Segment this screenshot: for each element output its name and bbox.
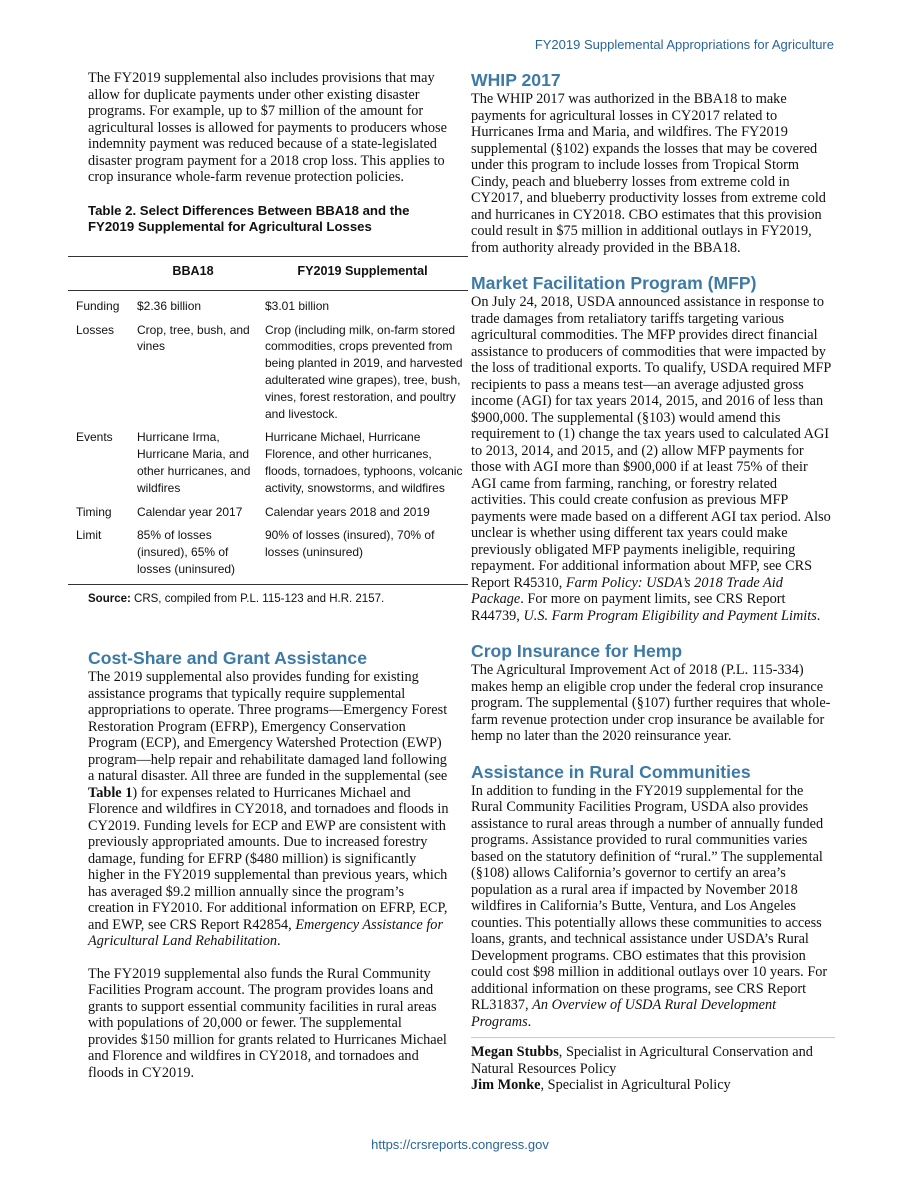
- row-label: Timing: [76, 504, 112, 519]
- bba18-cell: $2.36 billion: [137, 298, 202, 313]
- bba18-cell: Calendar year 2017: [137, 504, 243, 519]
- text-run: . For more on payment limits, see CRS Report R44739,: [471, 591, 786, 624]
- fy2019-cell: 90% of losses (insured), 70% of losses (uninsured): [257, 520, 468, 584]
- whip-paragraph: The WHIP 2017 was authorized in the BBA18 to make payments for agricultural losses in CY2017 related to Hurricanes Irma and Maria, and wildfires. The FY2019 supplemental (§102) expands the losses that may be covered under this program to include losses from Tropical Storm Cindy, peach and blueberry losses from extreme cold in CY2017, and blueberry productivity losses from extreme cold and hurricanes in CY2018. CBO estimates that this provision could result in $75 million in additional outlays in FY2019, from authority already provided in the BBA18.: [471, 91, 826, 256]
- table-row: [68, 520, 468, 584]
- fy2019-cell: Calendar years 2018 and 2019: [265, 504, 430, 519]
- bba18-cell: 85% of losses (insured), 65% of losses (uninsured): [129, 520, 257, 584]
- row-label: Events: [76, 430, 113, 445]
- cost-share-section: [88, 648, 451, 1081]
- left-column: [88, 70, 451, 235]
- table-row: [68, 315, 468, 423]
- table-header-row: [68, 257, 468, 291]
- section-heading-rural: Assistance in Rural Communities: [471, 761, 751, 782]
- section-heading-mfp: Market Facilitation Program (MFP): [471, 273, 757, 293]
- comparison-table: [68, 256, 468, 585]
- text-run: In addition to funding in the FY2019 supplemental for the Rural Community Facilities Program, USDA also provides assistance to rural areas through a number of annually funded programs. Assistance provided to rural communities varies based on the statutory definition of “rural.” The supplemental (§108) allows California’s governor to certify an area’s population as a rural area if impacted by November 2018 wildfires in California’s Butte, Ventura, and Los Angeles counties. This potentially allows these communities to access loans, grants, and technical assistance under USDA’s Rural Development programs. CBO estimates that this provision could cost $98 million in additional outlays over 10 years. For additional information on these programs, see CRS Report RL31837,: [471, 782, 828, 1013]
- row-label: Limit: [68, 520, 129, 584]
- text-run: The 2019 supplemental also provides funding for existing assistance programs that typically require supplemental appropriations to operate. Three programs—Emergency Forest Restoration Program (EFRP), Emergency Conservation Program (ECP), and Emergency Watershed Protection (EWP) program—help repair and rehabilitate damaged land following a natural disaster. All three are funded in the supplemental (see: [88, 669, 448, 784]
- section-heading-whip: WHIP 2017: [471, 70, 561, 90]
- footer-url-link[interactable]: https://crsreports.congress.gov: [371, 1137, 549, 1152]
- comparison-table-block: [68, 256, 468, 608]
- hemp-paragraph: The Agricultural Improvement Act of 2018 (P.L. 115-334) makes hemp an eligible crop under the federal crop insurance program. The supplemental (§107) further requires that whole-farm revenue protection under crop insurance be available for hemp no later than the 2020 reinsurance year.: [471, 662, 831, 744]
- text-run: .: [816, 607, 821, 624]
- table-row: [68, 497, 468, 521]
- table-header-cell: BBA18: [129, 257, 257, 291]
- table-caption: Table 2. Select Differences Between BBA18 and the FY2019 Supplemental for Agricultural Losses: [88, 202, 410, 234]
- cost-share-paragraph-1: [88, 669, 451, 950]
- source-label: Source:: [88, 592, 131, 605]
- bba18-cell: Crop, tree, bush, and vines: [137, 322, 250, 354]
- text-run: On July 24, 2018, USDA announced assistance in response to trade damages from retaliatory tariffs targeting various agricultural commodities. The MFP provides direct financial assistance to producers of commodities that were impacted by the loss of traditional exports. To qualify, USDA required MFP recipients to pass a means test—an average adjusted gross income (AGI) for tax years 2014, 2015, and 2016 of less than $900,000. The supplemental (§103) would amend this requirement to (1) change the tax years used to calculated AGI to 2013, 2014, and 2015, and (2) allow MFP payments for those with AGI more than $900,000 if at least 75% of their AGI came from farming, ranching, or forestry related activities. This could create confusion as previous MFP payments were made based on a different AGI tax period. Also unclear is whether using different tax years could make previously obligated MFP payments ineligible, requiring repayment. For additional information about MFP, see CRS Report R45310,: [471, 294, 831, 591]
- source-text: CRS, compiled from P.L. 115-123 and H.R. 2157.: [130, 592, 385, 605]
- section-heading-cost-share: Cost-Share and Grant Assistance: [88, 648, 367, 668]
- running-header: FY2019 Supplemental Appropriations for Agriculture: [534, 37, 834, 52]
- intro-paragraph: The FY2019 supplemental also includes provisions that may allow for duplicate payments under other existing disaster programs. For example, up to $7 million of the amount for agricultural losses is allowed for payments to producers whose indemnity payment was reduced because of a state-legislated disaster program payment for a 2018 crop loss. This applies to crop insurance whole-farm revenue protection policies.: [88, 70, 447, 185]
- table-header-cell: [68, 257, 129, 291]
- author-name: Jim Monke: [471, 1077, 541, 1093]
- rural-paragraph: [471, 783, 835, 1031]
- bba18-cell: Hurricane Irma, Hurricane Maria, and other hurricanes, and wildfires: [137, 430, 251, 495]
- report-title: Emergency Assistance for Agricultural Land Rehabilitation: [88, 916, 444, 949]
- table-row: [68, 290, 468, 314]
- cost-share-paragraph-2: The FY2019 supplemental also funds the Rural Community Facilities Program account. The program provides loans and grants to support essential community facilities in rural areas with populations of 20,000 or fewer. The supplemental provides $150 million for grants related to Hurricanes Michael and Florence and wildfires in CY2018, and tornadoes and floods in CY2019.: [88, 965, 447, 1081]
- row-label: Funding: [76, 298, 120, 313]
- fy2019-cell: $3.01 billion: [265, 298, 330, 313]
- author-title: , Specialist in Agricultural Conservation and Natural Resources Policy: [471, 1044, 813, 1077]
- report-title: Farm Policy: USDA’s 2018 Trade Aid Package: [471, 574, 783, 607]
- table-row: [68, 422, 468, 496]
- report-title: U.S. Farm Program Eligibility and Payment Limits: [523, 607, 817, 624]
- report-title: An Overview of USDA Rural Development Programs: [471, 997, 777, 1030]
- author-block: [471, 1037, 835, 1094]
- text-run: .: [527, 1013, 532, 1030]
- author-entry: [471, 1077, 835, 1094]
- text-run: .: [277, 933, 281, 949]
- table-1-reference: Table 1: [88, 784, 133, 801]
- author-name: Megan Stubbs: [471, 1044, 559, 1060]
- section-heading-hemp: Crop Insurance for Hemp: [471, 641, 683, 661]
- right-column: [471, 70, 835, 1094]
- author-title: , Specialist in Agricultural Policy: [540, 1077, 731, 1093]
- fy2019-cell: Hurricane Michael, Hurricane Florence, and other hurricanes, floods, tornadoes, typhoons, volcanic activity, snowstorms, and wildfires: [265, 430, 463, 495]
- mfp-paragraph: [471, 294, 835, 624]
- row-label: Losses: [76, 322, 115, 337]
- table-source-note: [88, 591, 468, 608]
- text-run: ) for expenses related to Hurricanes Michael and Florence and wildfires in CY2018, and tornadoes and floods in CY2019. Funding levels for ECP and EWP are consistent with previously appropriated amounts. Due to increased forestry damage, funding for EFRP ($480 million) is significantly higher in the FY2019 supplemental than previous years, which has averaged $9.2 million annually since the program’s creation in FY2010. For additional information on EFRP, ECP, and EWP, see CRS Report R42854,: [88, 784, 449, 933]
- author-entry: [471, 1044, 835, 1077]
- table-header-cell: FY2019 Supplemental: [257, 257, 468, 291]
- fy2019-cell: Crop (including milk, on-farm stored commodities, crops prevented from being planted in 2019, and harvested adulterated wine grapes), tree, bush, vines, forest restoration, and poultry and livestock.: [265, 322, 463, 421]
